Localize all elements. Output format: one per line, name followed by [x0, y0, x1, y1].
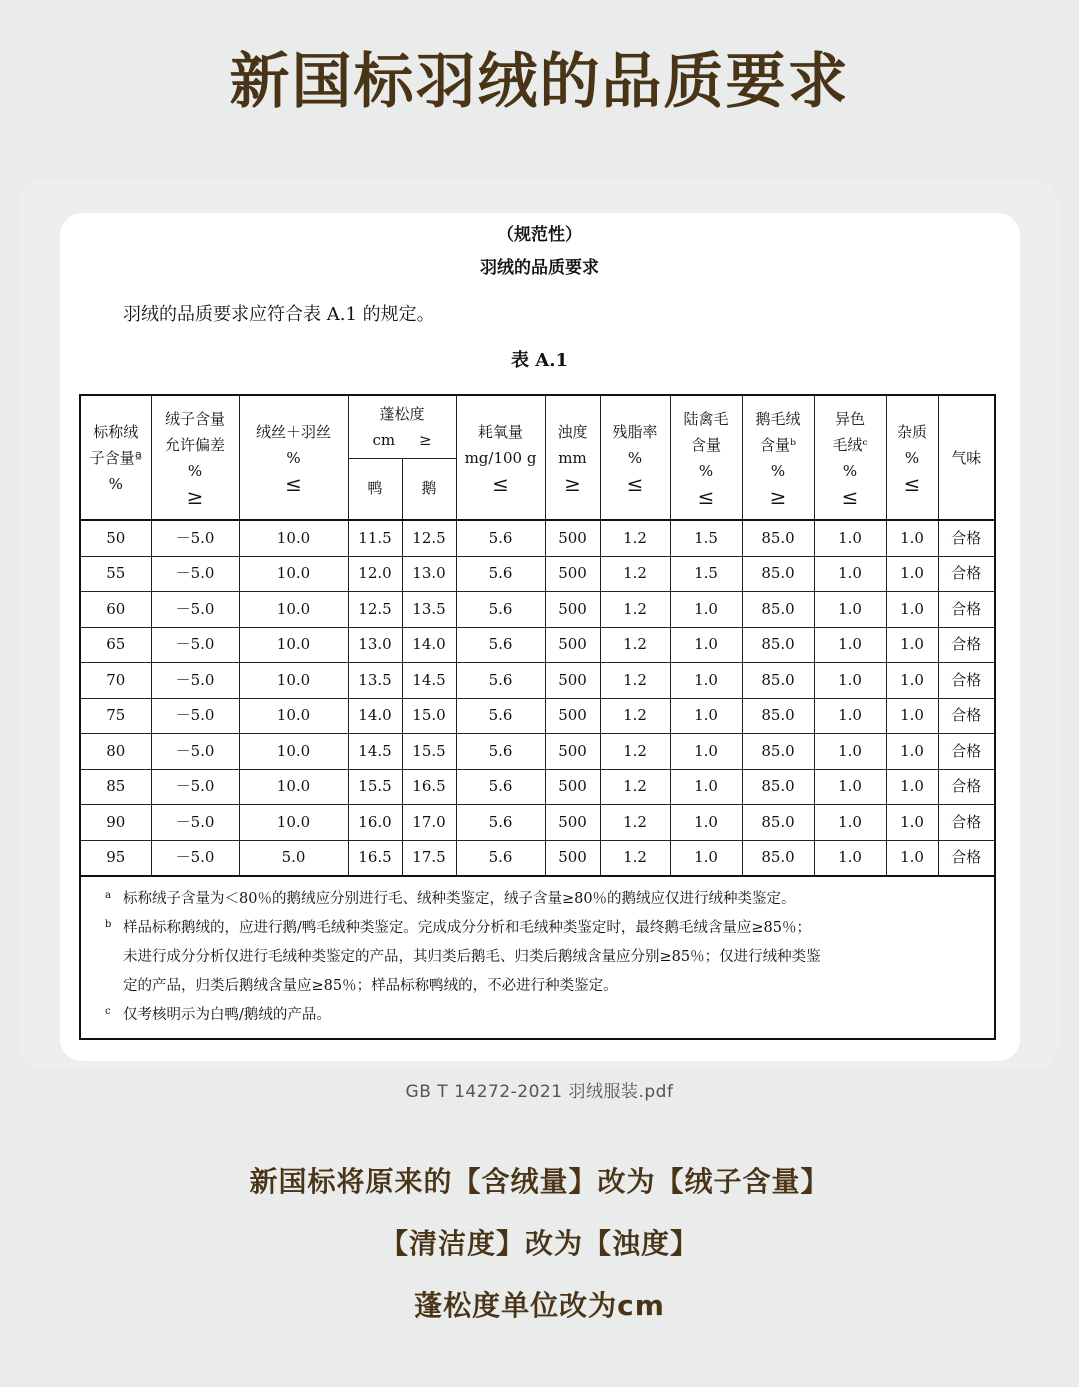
summary-line-3: 蓬松度单位改为cm — [414, 1289, 665, 1322]
table-cell: －5.0 — [151, 592, 239, 628]
header-allowed-deviation: 绒子含量 允许偏差 % ≥ — [151, 395, 239, 520]
table-cell: 1.0 — [670, 627, 742, 663]
table-cell: 10.0 — [239, 663, 348, 699]
table-row — [80, 734, 995, 770]
table-cell: 85 — [80, 769, 151, 805]
source-filename: GB T 14272-2021 羽绒服装.pdf — [405, 1082, 674, 1102]
table-cell: －5.0 — [151, 663, 239, 699]
table-cell: 1.0 — [814, 805, 886, 841]
table-cell: 合格 — [938, 698, 995, 734]
table-cell: 10.0 — [239, 556, 348, 592]
table-cell: 1.0 — [814, 663, 886, 699]
table-cell: 85.0 — [742, 592, 814, 628]
table-cell: 14.5 — [348, 734, 402, 770]
table-cell: 17.0 — [402, 805, 456, 841]
table-cell: 85.0 — [742, 520, 814, 556]
table-cell: 10.0 — [239, 592, 348, 628]
table-cell: 16.0 — [348, 805, 402, 841]
table-cell: 1.0 — [886, 556, 938, 592]
header-fill-power-duck: 鸭 — [348, 459, 402, 521]
table-row — [80, 840, 995, 876]
table-cell: 500 — [545, 734, 600, 770]
table-cell: 1.0 — [886, 592, 938, 628]
table-cell: －5.0 — [151, 698, 239, 734]
header-odor: 气味 — [938, 395, 995, 520]
table-cell: 10.0 — [239, 520, 348, 556]
table-cell: 合格 — [938, 592, 995, 628]
table-cell: 15.5 — [402, 734, 456, 770]
table-cell: 90 — [80, 805, 151, 841]
table-cell: 1.0 — [670, 663, 742, 699]
table-cell: 500 — [545, 663, 600, 699]
table-cell: 16.5 — [348, 840, 402, 876]
table-cell: 1.0 — [886, 698, 938, 734]
table-cell: 1.0 — [670, 769, 742, 805]
table-row — [80, 592, 995, 628]
header-land-fowl-feather: 陆禽毛 含量 % ≤ — [670, 395, 742, 520]
table-cell: 500 — [545, 805, 600, 841]
table-cell: 合格 — [938, 520, 995, 556]
table-cell: 80 — [80, 734, 151, 770]
table-row — [80, 663, 995, 699]
table-cell: －5.0 — [151, 627, 239, 663]
table-cell: 500 — [545, 769, 600, 805]
table-cell: 1.0 — [814, 769, 886, 805]
table-cell: 1.0 — [814, 556, 886, 592]
table-cell: 13.5 — [348, 663, 402, 699]
header-residual-fat: 残脂率 % ≤ — [600, 395, 670, 520]
summary-line-1: 新国标将原来的【含绒量】改为【绒子含量】 — [249, 1165, 830, 1198]
table-cell: －5.0 — [151, 840, 239, 876]
table-cell: 合格 — [938, 840, 995, 876]
table-cell: 5.6 — [456, 840, 545, 876]
table-cell: 55 — [80, 556, 151, 592]
header-fiber-content: 绒丝＋羽丝 % ≤ — [239, 395, 348, 520]
header-nominal-down-content: 标称绒 子含量ª % — [80, 395, 151, 520]
table-cell: 13.5 — [402, 592, 456, 628]
table-cell: －5.0 — [151, 556, 239, 592]
table-cell: 85.0 — [742, 805, 814, 841]
table-caption: 表 A.1 — [510, 350, 569, 371]
table-cell: 1.2 — [600, 627, 670, 663]
table-cell: －5.0 — [151, 769, 239, 805]
table-cell: 1.0 — [814, 840, 886, 876]
table-cell: 14.0 — [348, 698, 402, 734]
table-cell: 1.2 — [600, 840, 670, 876]
table-cell: 1.0 — [814, 698, 886, 734]
table-cell: 85.0 — [742, 627, 814, 663]
table-cell: 1.2 — [600, 520, 670, 556]
table-cell: 1.0 — [886, 627, 938, 663]
quality-requirements-table — [79, 394, 996, 1040]
table-cell: 5.6 — [456, 769, 545, 805]
table-cell: 合格 — [938, 627, 995, 663]
header-fill-power: 蓬松度 cm ≥ — [348, 395, 456, 459]
table-row — [80, 520, 995, 556]
table-row — [80, 627, 995, 663]
header-goose-down-content: 鹅毛绒 含量ᵇ % ≥ — [742, 395, 814, 520]
table-cell: 85.0 — [742, 698, 814, 734]
table-cell: 16.5 — [402, 769, 456, 805]
table-cell: 1.2 — [600, 698, 670, 734]
footnote-b-continued: 未进行成分分析仅进行毛绒种类鉴定的产品，其归类后鹅毛、归类后鹅绒含量应分别≥85％；仅进行绒种类鉴 — [123, 949, 821, 965]
table-cell: 50 — [80, 520, 151, 556]
table-cell: 10.0 — [239, 769, 348, 805]
table-cell: 500 — [545, 840, 600, 876]
table-cell: 1.2 — [600, 592, 670, 628]
table-cell: 5.6 — [456, 698, 545, 734]
table-cell: 合格 — [938, 556, 995, 592]
table-cell: 85.0 — [742, 734, 814, 770]
document-intro: 羽绒的品质要求应符合表 A.1 的规定。 — [123, 304, 435, 325]
table-row — [80, 769, 995, 805]
table-cell: 15.0 — [402, 698, 456, 734]
table-cell: 500 — [545, 698, 600, 734]
table-cell: 10.0 — [239, 627, 348, 663]
header-oxygen-consumption: 耗氧量 mg/100 g ≤ — [456, 395, 545, 520]
table-cell: 13.0 — [402, 556, 456, 592]
table-cell: 1.0 — [670, 805, 742, 841]
page-title: 新国标羽绒的品质要求 — [229, 47, 850, 117]
table-footnotes — [80, 876, 995, 1039]
table-cell: 1.0 — [886, 805, 938, 841]
table-cell: 15.5 — [348, 769, 402, 805]
table-cell: 5.6 — [456, 627, 545, 663]
table-cell: 500 — [545, 627, 600, 663]
table-cell: 14.5 — [402, 663, 456, 699]
table-cell: 12.0 — [348, 556, 402, 592]
table-cell: 1.2 — [600, 734, 670, 770]
table-cell: 1.2 — [600, 805, 670, 841]
table-cell: 合格 — [938, 769, 995, 805]
table-cell: 5.6 — [456, 592, 545, 628]
document-annex-title: 羽绒的品质要求 — [480, 258, 599, 278]
table-cell: 1.0 — [814, 627, 886, 663]
table-cell: 1.0 — [886, 769, 938, 805]
table-cell: 1.2 — [600, 556, 670, 592]
table-cell: 1.2 — [600, 663, 670, 699]
table-cell: 95 — [80, 840, 151, 876]
table-cell: 1.0 — [814, 734, 886, 770]
footnote-b-continued: 定的产品，归类后鹅绒含量应≥85％；样品标称鸭绒的，不必进行种类鉴定。 — [123, 978, 618, 994]
table-cell: －5.0 — [151, 805, 239, 841]
header-off-color-down: 异色 毛绒ᶜ % ≤ — [814, 395, 886, 520]
table-cell: 合格 — [938, 734, 995, 770]
table-cell: 10.0 — [239, 734, 348, 770]
table-cell: 1.5 — [670, 520, 742, 556]
table-cell: 1.0 — [670, 840, 742, 876]
table-cell: 1.0 — [886, 520, 938, 556]
table-cell: 10.0 — [239, 698, 348, 734]
table-cell: －5.0 — [151, 520, 239, 556]
header-turbidity: 浊度 mm ≥ — [545, 395, 600, 520]
header-fill-power-goose: 鹅 — [402, 459, 456, 521]
table-cell: 500 — [545, 520, 600, 556]
table-cell: 85.0 — [742, 556, 814, 592]
header-impurity: 杂质 % ≤ — [886, 395, 938, 520]
table-cell: 13.0 — [348, 627, 402, 663]
table-cell: 500 — [545, 592, 600, 628]
table-cell: 1.0 — [670, 734, 742, 770]
table-cell: 5.6 — [456, 520, 545, 556]
table-cell: 5.6 — [456, 805, 545, 841]
footnote-a: a 标称绒子含量为＜80％的鹅绒应分别进行毛、绒种类鉴定，绒子含量≥80％的鹅绒应仅进行绒种类鉴定。 — [105, 890, 796, 907]
table-cell: 5.0 — [239, 840, 348, 876]
table-row — [80, 805, 995, 841]
table-cell: 1.0 — [814, 592, 886, 628]
table-cell: 85.0 — [742, 840, 814, 876]
table-cell: 75 — [80, 698, 151, 734]
table-cell: 1.0 — [886, 663, 938, 699]
summary-line-2: 【清洁度】改为【浊度】 — [379, 1227, 699, 1260]
table-cell: 5.6 — [456, 556, 545, 592]
table-cell: 1.0 — [814, 520, 886, 556]
table-cell: 85.0 — [742, 663, 814, 699]
footnote-c: c 仅考核明示为白鸭/鹅绒的产品。 — [105, 1006, 331, 1023]
table-cell: 1.0 — [670, 592, 742, 628]
table-cell: 1.5 — [670, 556, 742, 592]
table-cell: 70 — [80, 663, 151, 699]
table-row — [80, 698, 995, 734]
document-annex-label: （规范性） — [497, 225, 582, 245]
table-cell: 合格 — [938, 805, 995, 841]
table-cell: 500 — [545, 556, 600, 592]
table-cell: 1.0 — [886, 840, 938, 876]
table-cell: 14.0 — [402, 627, 456, 663]
table-cell: 12.5 — [348, 592, 402, 628]
table-cell: 1.0 — [886, 734, 938, 770]
table-cell: 1.2 — [600, 769, 670, 805]
table-cell: 17.5 — [402, 840, 456, 876]
table-cell: 12.5 — [402, 520, 456, 556]
table-cell: 11.5 — [348, 520, 402, 556]
table-row — [80, 556, 995, 592]
table-cell: －5.0 — [151, 734, 239, 770]
table-cell: 合格 — [938, 663, 995, 699]
table-cell: 10.0 — [239, 805, 348, 841]
table-cell: 60 — [80, 592, 151, 628]
table-cell: 85.0 — [742, 769, 814, 805]
table-cell: 5.6 — [456, 734, 545, 770]
table-cell: 5.6 — [456, 663, 545, 699]
footnote-b: b 样品标称鹅绒的，应进行鹅/鸭毛绒种类鉴定。完成成分分析和毛绒种类鉴定时，最终鹅毛绒含量应≥85％； — [105, 919, 811, 936]
table-cell: 1.0 — [670, 698, 742, 734]
table-cell: 65 — [80, 627, 151, 663]
